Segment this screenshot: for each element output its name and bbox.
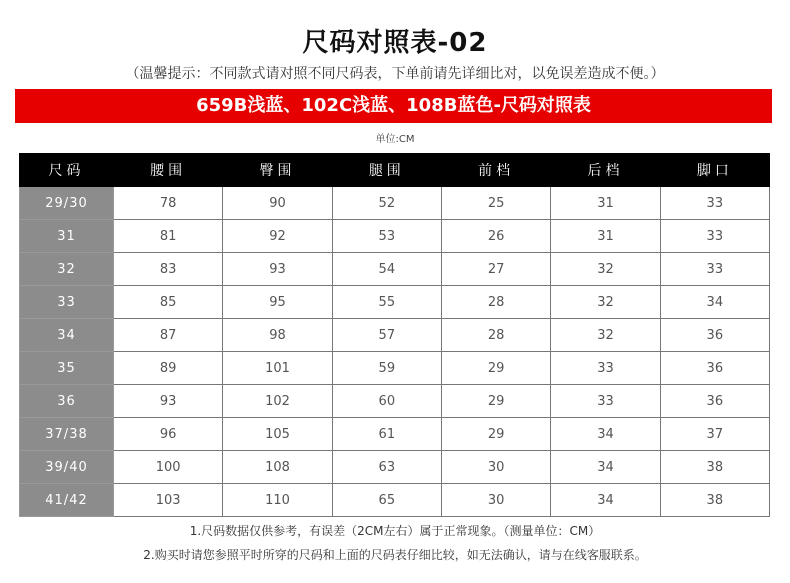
size-cell: 36 (20, 385, 114, 418)
table-cell: 29 (441, 418, 550, 451)
size-chart-table (19, 153, 770, 517)
table-cell: 100 (114, 451, 223, 484)
table-cell: 34 (551, 451, 660, 484)
table-cell: 92 (223, 220, 332, 253)
header-thigh: 腿围 (332, 154, 441, 187)
table-row (20, 352, 770, 385)
table-cell: 31 (551, 220, 660, 253)
table-cell: 36 (660, 319, 769, 352)
table-cell: 110 (223, 484, 332, 517)
note-1: 1.尺码数据仅供参考，有误差（2CM左右）属于正常现象。（测量单位：CM） (189, 524, 601, 538)
table-cell: 36 (660, 385, 769, 418)
table-row (20, 187, 770, 220)
table-cell: 98 (223, 319, 332, 352)
table-cell: 61 (332, 418, 441, 451)
unit-label: 单位:CM (375, 134, 415, 145)
table-cell: 55 (332, 286, 441, 319)
table-row (20, 451, 770, 484)
size-cell: 31 (20, 220, 114, 253)
table-cell: 101 (223, 352, 332, 385)
table-cell: 78 (114, 187, 223, 220)
note-2: 2.购买时请您参照平时所穿的尺码和上面的尺码表仔细比较，如无法确认，请与在线客服联系。 (143, 548, 647, 562)
table-cell: 60 (332, 385, 441, 418)
size-cell: 34 (20, 319, 114, 352)
table-cell: 95 (223, 286, 332, 319)
table-cell: 93 (223, 253, 332, 286)
table-cell: 90 (223, 187, 332, 220)
table-cell: 28 (441, 286, 550, 319)
table-cell: 59 (332, 352, 441, 385)
table-cell: 85 (114, 286, 223, 319)
table-cell: 32 (551, 319, 660, 352)
table-cell: 26 (441, 220, 550, 253)
table-cell: 30 (441, 484, 550, 517)
table-cell: 36 (660, 352, 769, 385)
table-cell: 32 (551, 286, 660, 319)
table-body (20, 187, 770, 517)
table-cell: 33 (551, 385, 660, 418)
size-cell: 35 (20, 352, 114, 385)
size-cell: 32 (20, 253, 114, 286)
table-cell: 32 (551, 253, 660, 286)
size-cell: 39/40 (20, 451, 114, 484)
table-cell: 34 (551, 418, 660, 451)
size-cell: 29/30 (20, 187, 114, 220)
table-cell: 87 (114, 319, 223, 352)
size-cell: 41/42 (20, 484, 114, 517)
table-cell: 37 (660, 418, 769, 451)
table-cell: 105 (223, 418, 332, 451)
table-cell: 33 (660, 220, 769, 253)
table-cell: 53 (332, 220, 441, 253)
table-row (20, 319, 770, 352)
banner-text: 659B浅蓝、102C浅蓝、108B蓝色-尺码对照表 (196, 95, 591, 116)
table-cell: 108 (223, 451, 332, 484)
table-cell: 29 (441, 385, 550, 418)
table-cell: 25 (441, 187, 550, 220)
table-row (20, 418, 770, 451)
table-cell: 29 (441, 352, 550, 385)
table-cell: 103 (114, 484, 223, 517)
table-cell: 96 (114, 418, 223, 451)
table-cell: 102 (223, 385, 332, 418)
table-cell: 34 (660, 286, 769, 319)
page-title: 尺码对照表-02 (302, 28, 488, 58)
header-waist: 腰围 (114, 154, 223, 187)
table-cell: 28 (441, 319, 550, 352)
table-cell: 93 (114, 385, 223, 418)
table-cell: 63 (332, 451, 441, 484)
table-cell: 33 (660, 187, 769, 220)
table-row (20, 220, 770, 253)
table-cell: 34 (551, 484, 660, 517)
warm-tip: （温馨提示：不同款式请对照不同尺码表，下单前请先详细比对，以免误差造成不便。） (125, 66, 665, 82)
table-cell: 65 (332, 484, 441, 517)
header-front-rise: 前档 (441, 154, 550, 187)
table-cell: 30 (441, 451, 550, 484)
size-cell: 33 (20, 286, 114, 319)
table-header-row (20, 154, 770, 187)
table-cell: 52 (332, 187, 441, 220)
table-cell: 54 (332, 253, 441, 286)
header-size: 尺码 (20, 154, 114, 187)
model-banner (15, 89, 772, 123)
size-cell: 37/38 (20, 418, 114, 451)
table-cell: 83 (114, 253, 223, 286)
table-row (20, 385, 770, 418)
table-cell: 33 (660, 253, 769, 286)
table-cell: 33 (551, 352, 660, 385)
table-cell: 27 (441, 253, 550, 286)
table-cell: 57 (332, 319, 441, 352)
table-cell: 81 (114, 220, 223, 253)
table-cell: 38 (660, 451, 769, 484)
header-hip: 臀围 (223, 154, 332, 187)
table-row (20, 253, 770, 286)
header-back-rise: 后档 (551, 154, 660, 187)
table-row (20, 286, 770, 319)
table-cell: 31 (551, 187, 660, 220)
header-leg-opening: 脚口 (660, 154, 769, 187)
table-cell: 89 (114, 352, 223, 385)
table-cell: 38 (660, 484, 769, 517)
table-row (20, 484, 770, 517)
